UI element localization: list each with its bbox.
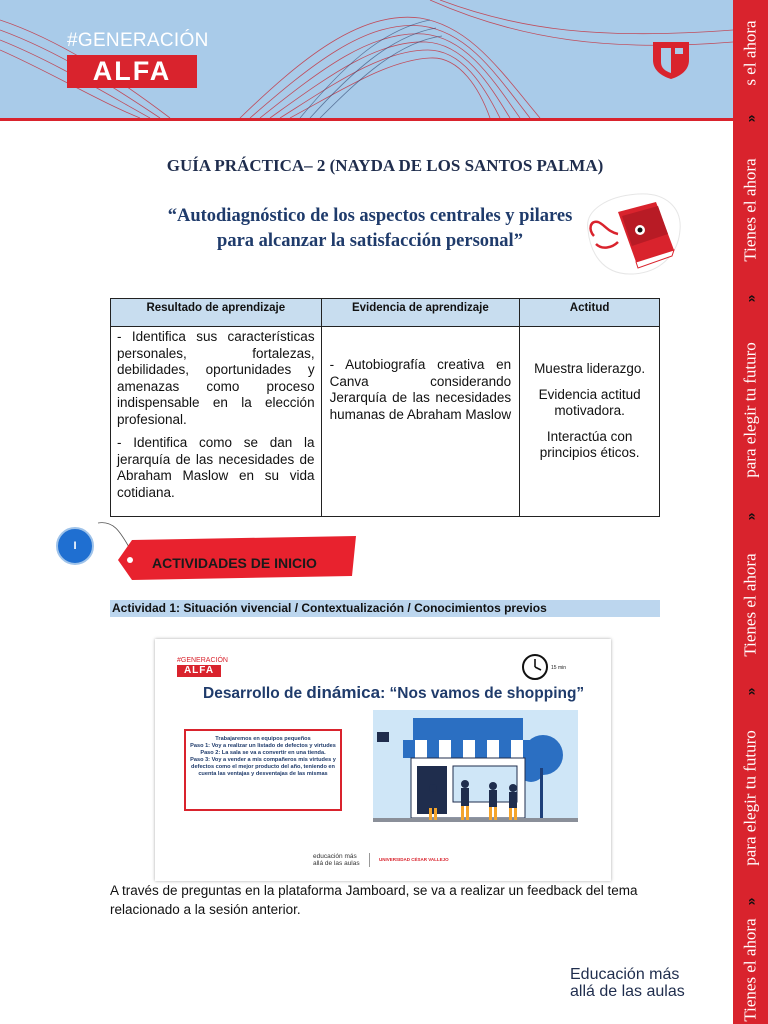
instructions-text: Trabajaremos en equipos pequeños Paso 1: Voy a realizar un listado de defectos y virtudes Paso 2: La sala se va a convertir en una tienda. Paso 3: Voy a vender a mis compañeros mis virtudes y defectos como el mejor producto del año, teniendo en cuenta las ventajas y desventajas de las mismas (190, 736, 336, 777)
evidence-item: - Autobiografía creativa en Canva considerando Jerarquía de las necesidades humanas de Abraham Maslow (329, 357, 512, 422)
learning-outcomes-table (110, 298, 660, 517)
footer-tagline (570, 966, 685, 1000)
sidebar-segment: para elegir tu futuro (740, 342, 760, 478)
slide-title-suffix: : “Nos vamos de shopping” (380, 685, 585, 702)
activity-title-bar: Actividad 1: Situación vivencial / Contextualización / Conocimientos previos (110, 600, 660, 617)
timer-label: 15 min (551, 665, 567, 671)
section-title: ACTIVIDADES DE INICIO (152, 555, 317, 571)
slide-brand-logo: ALFA (177, 665, 221, 677)
sidebar-segment: Tienes el ahora (740, 553, 760, 657)
ucv-shield-icon (651, 38, 691, 80)
slide-title-prefix: Desarrollo de (203, 685, 307, 702)
result-item: - Identifica como se dan la jerarquía de las necesidades de Abraham Maslow en su vida cotidiana. (117, 435, 315, 500)
chevron-icon: » (742, 515, 759, 520)
activity-slide (155, 639, 611, 881)
evidence-cell (321, 327, 520, 517)
sidebar-segment: Tienes el ahora (740, 158, 760, 262)
footer-line-1: Educación más (570, 966, 680, 983)
table-row (111, 327, 660, 517)
attitude-item: Interactúa con principios éticos. (539, 428, 640, 460)
header-band (0, 0, 733, 118)
footer-line-2: allá de las aulas (570, 983, 685, 1000)
header-divider (0, 118, 733, 121)
attitude-item: Evidencia actitud motivadora. (538, 386, 641, 418)
shop-illustration (373, 710, 578, 835)
attitude-item: Muestra liderazgo. (534, 361, 646, 376)
feedback-paragraph: A través de preguntas en la plataforma Jamboard, se va a realizar un feedback del tema relacionado a la sesión anterior. (110, 883, 638, 917)
instructions-box (184, 729, 342, 811)
attitude-cell (520, 327, 660, 517)
slide-university-logo: UNIVERSIDAD CÉSAR VALLEJO (379, 857, 449, 862)
learning-results-cell (111, 327, 322, 517)
session-title: “Autodiagnóstico de los aspectos centrales y pilares para alcanzar la satisfacción personal” (167, 206, 573, 251)
right-sidebar (733, 0, 768, 1024)
sidebar-segment: para elegir tu futuro (740, 729, 760, 866)
header-learning-result: Resultado de aprendizaje (111, 299, 322, 327)
book-mascot-icon (578, 190, 686, 276)
chevron-icon: » (742, 117, 759, 123)
slide-footer-divider (369, 853, 370, 867)
brand-hashtag: #GENERACIÓN (67, 30, 209, 51)
chevron-icon: » (742, 900, 759, 905)
slide-title-highlight: dinámica (306, 683, 381, 702)
header-learning-evidence: Evidencia de aprendizaje (321, 299, 520, 327)
clock-icon (521, 653, 549, 681)
slide-tagline: educación más allá de las aulas (313, 853, 360, 867)
sidebar-segment: Tienes el ahora (740, 917, 760, 1022)
sidebar-segment: s el ahora (740, 19, 760, 86)
slide-brand-hashtag: #GENERACIÓN (177, 657, 228, 664)
guide-title: GUÍA PRÁCTICA– 2 (NAYDA DE LOS SANTOS PALMA) (166, 156, 604, 175)
section-tag-ribbon (96, 518, 361, 584)
table-header-row (111, 299, 660, 327)
section-number-badge: I (56, 527, 94, 565)
slide-title (203, 683, 584, 703)
brand-logo-alfa: ALFA (67, 55, 197, 88)
header-attitude: Actitud (520, 299, 660, 327)
chevron-icon: » (742, 690, 759, 695)
chevron-icon: » (742, 297, 759, 303)
result-item: - Identifica sus características personales, fortalezas, debilidades, oportunidades y amenazas como proceso indispensable en la elección profesional. (117, 329, 315, 427)
